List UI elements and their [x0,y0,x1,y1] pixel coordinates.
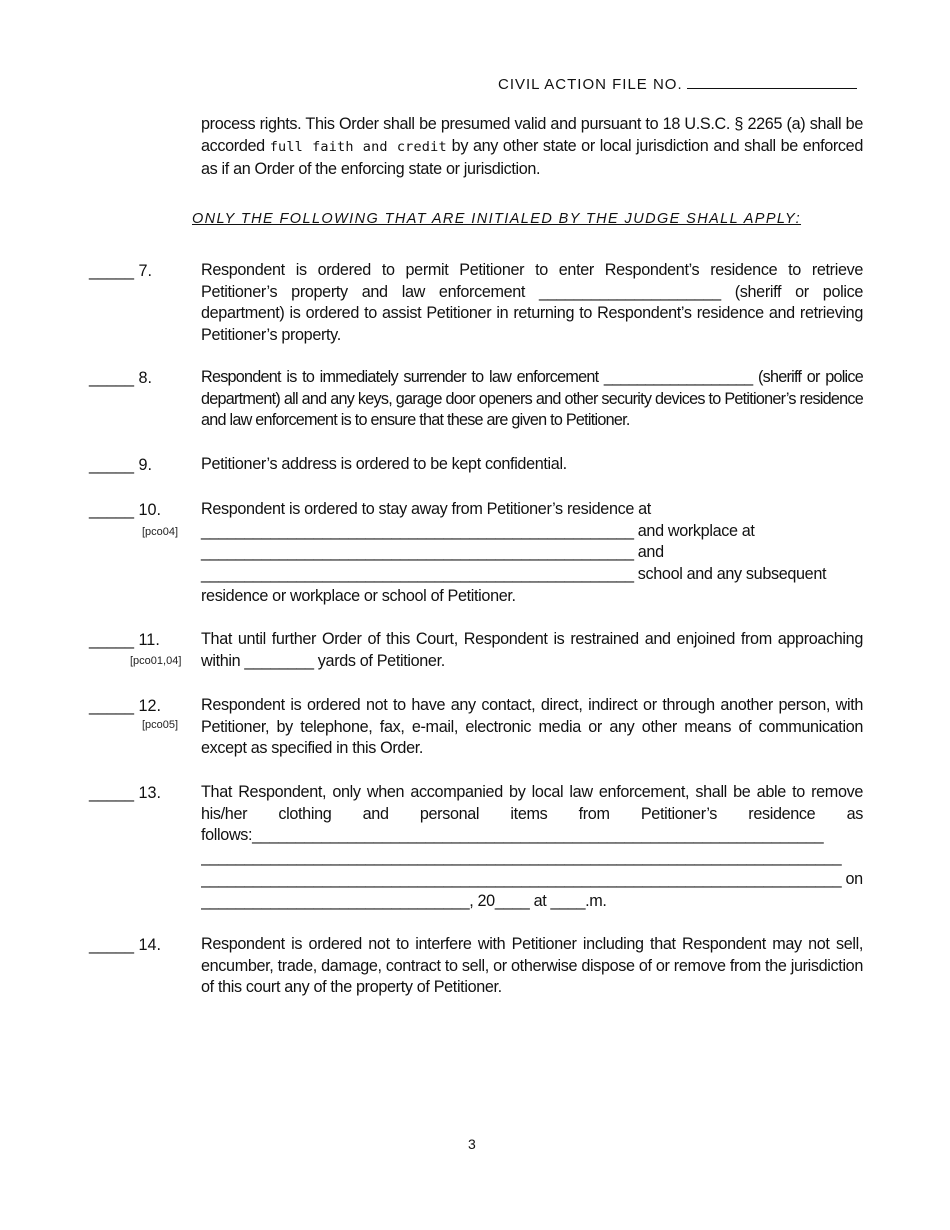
intro-text-2: by any other state or local jurisdiction and shall be enforced as if an Order of the enforcing state or jurisdiction. [201,137,863,178]
section-heading: ONLY THE FOLLOWING THAT ARE INITIALED BY THE JUDGE SHALL APPLY: [192,211,802,227]
intro-emphasis: full faith and credit [269,139,447,155]
page-number: 3 [468,1136,476,1152]
item-10-line-4: __________________________________________________ school and any subsequent [201,565,827,584]
item-10-line-3: __________________________________________________ and [201,543,664,562]
item-10-number: _____ 10. [89,501,162,519]
item-13-line-3: __________________________________________________________________________ on [201,869,863,888]
item-12-text: Respondent is ordered not to have any contact, direct, indirect or through another person, with Petitioner, by telephone, fax, e-mail, electronic media or any other means of communication except as specified in this Order. [201,696,863,758]
file-number-label: CIVIL ACTION FILE NO. [498,76,683,93]
item-13-number: _____ 13. [89,784,162,802]
item-10-text [201,499,863,608]
item-9-number: _____ 9. [89,456,153,474]
civil-action-file-number [498,74,857,93]
item-9-text: Petitioner’s address is ordered to be kept confidential. [201,455,567,473]
item-13-text [201,782,863,912]
item-11-number: _____ 11. [89,631,160,649]
item-11-code: [pco01,04] [130,655,182,667]
item-14-number: _____ 14. [89,936,162,954]
item-10-line-2: __________________________________________________ and workplace at [201,521,755,540]
item-7-text: Respondent is ordered to permit Petitioner to enter Respondent’s residence to retrieve Petitioner’s property and law enforcement _____________________ (sheriff or police department) is ordered to assist Petitioner in returning to Respondent’s residence and retrieving Petitioner’s property. [201,261,863,345]
item-10-line-1: Respondent is ordered to stay away from Petitioner’s residence at [201,500,651,518]
item-13-line-2: __________________________________________________________________________ [201,848,842,867]
item-12-code: [pco05] [142,719,179,731]
intro-paragraph [201,113,863,180]
item-12-number: _____ 12. [89,697,162,715]
item-8-text: Respondent is to immediately surrender to law enforcement __________________ (sheriff or police department) all and any keys, garage door openers and other security devices to Petitioner’s residence and law enforcement is to ensure that these are given to Petitioner. [201,368,863,430]
item-7-number: _____ 7. [89,262,153,280]
item-10-line-5: residence or workplace or school of Petitioner. [201,586,516,605]
item-13-paragraph: That Respondent, only when accompanied by local law enforcement, shall be able to remove his/her clothing and personal items from Petitioner’s residence as follows:__________________________________________________________________ [201,783,863,845]
item-8-number: _____ 8. [89,369,153,387]
item-13-line-4: _______________________________, 20____ at ____.m. [201,891,607,910]
intro-text-1: process rights. This Order shall be presumed valid and pursuant to 18 U.S.C. § 2265 (a) shall be accorded [201,115,863,155]
item-11-text: That until further Order of this Court, Respondent is restrained and enjoined from approaching within ________ yards of Petitioner. [201,630,863,670]
item-10-code: [pco04] [142,526,179,538]
file-number-blank [687,74,857,89]
item-14-text: Respondent is ordered not to interfere with Petitioner including that Respondent may not sell, encumber, trade, damage, contract to sell, or otherwise dispose of or remove from the jurisdiction of this court any of the property of Petitioner. [201,935,863,997]
